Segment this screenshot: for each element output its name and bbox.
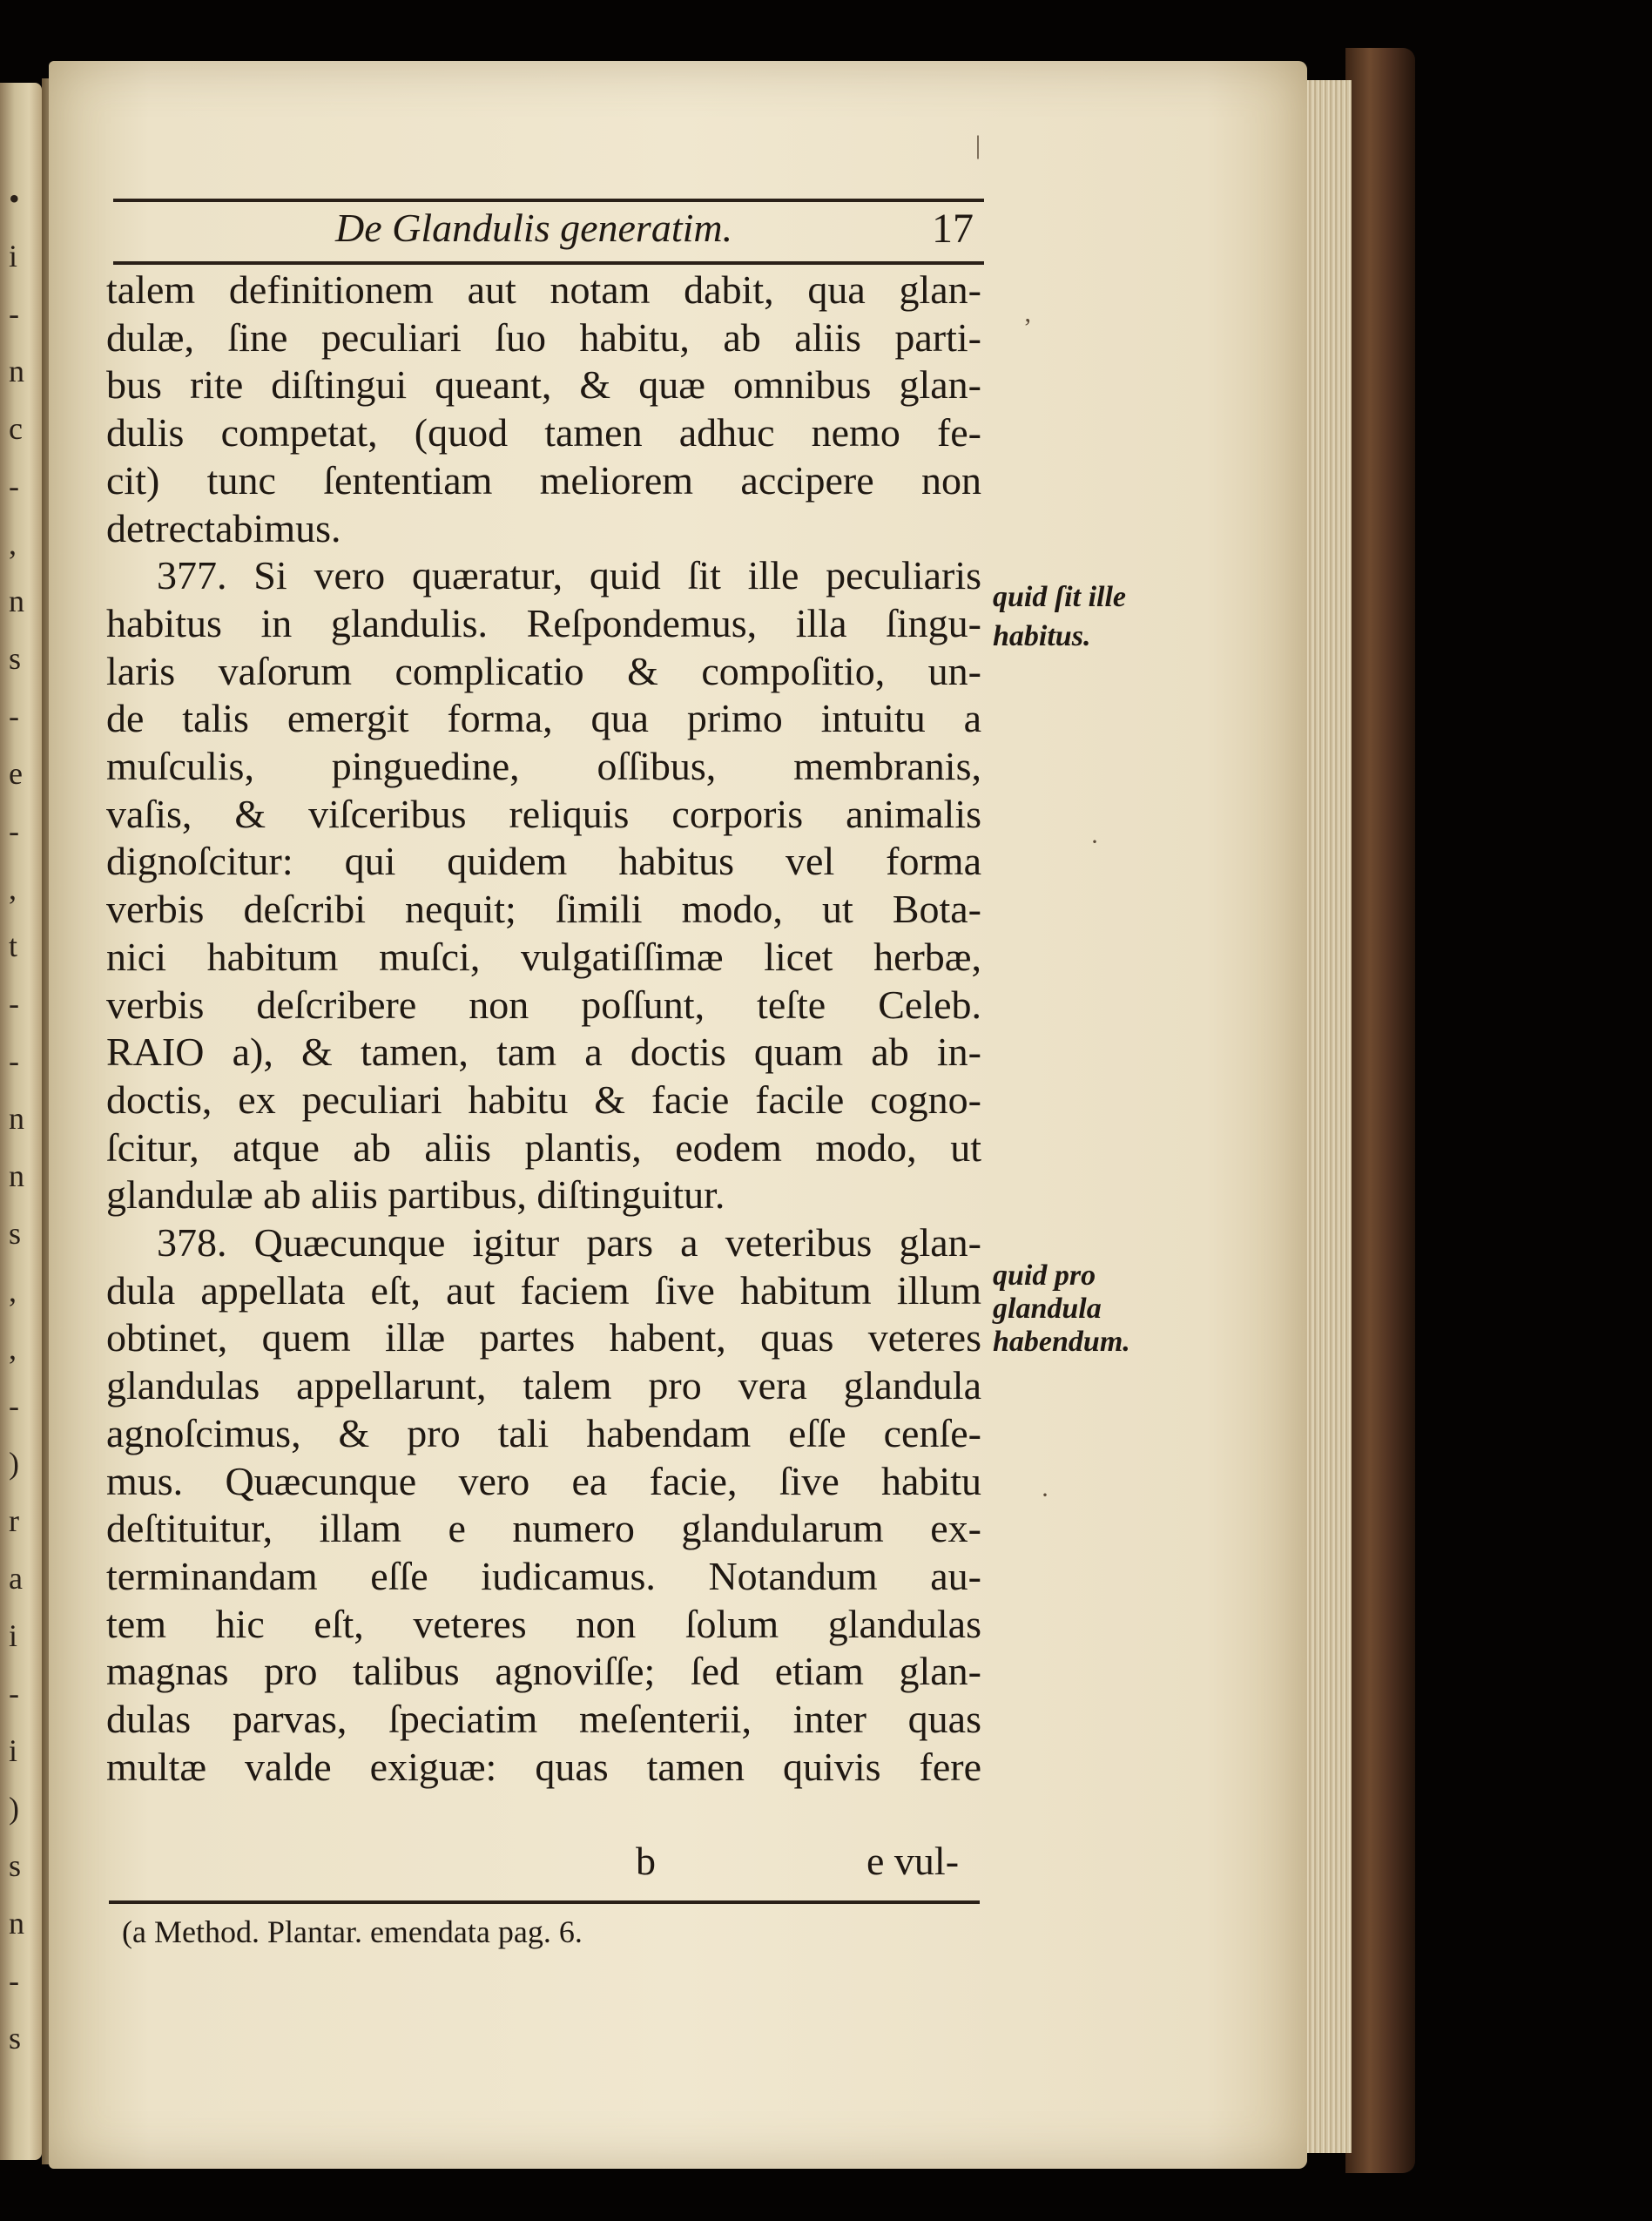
facing-page-char: , (9, 1273, 17, 1308)
facing-page-char: t (9, 928, 18, 963)
paragraph-377-start: 377. Si vero quæratur, quid ſit ille peculiaris (157, 553, 981, 598)
facing-page-char: n (9, 1906, 24, 1941)
text-line: dignoſcitur: qui quidem habitus vel forma (106, 839, 981, 884)
margin-note-glandula: glandula (993, 1293, 1102, 1325)
text-line: glandulas appellarunt, talem pro vera glandula (106, 1363, 981, 1408)
text-line: dulis competat, (quod tamen adhuc nemo fe- (106, 410, 981, 456)
page-number: 17 (932, 206, 974, 252)
facing-page-char: c (9, 411, 23, 446)
facing-page-char: i (9, 1618, 18, 1653)
text-line: verbis deſcribere non poſſunt, teſte Celeb. (106, 982, 981, 1027)
facing-page-char: - (9, 1676, 19, 1711)
text-line: cit) tunc ſententiam meliorem accipere non (106, 457, 981, 503)
facing-page-char: i (9, 239, 18, 273)
text-line: mus. Quæcunque vero ea facie, ſive habitu (106, 1458, 981, 1503)
facing-page-char: s (9, 2021, 22, 2056)
facing-page-char: n (9, 584, 24, 618)
facing-page-char: i (9, 1733, 18, 1768)
facing-page-char: • (9, 181, 20, 216)
facing-page-char: , (9, 526, 17, 561)
text-line: laris vaſorum complicatio & compoſitio, un- (106, 648, 981, 693)
facing-page-char: e (9, 756, 23, 791)
facing-page-char: ) (9, 1791, 19, 1826)
facing-page-char: s (9, 641, 22, 676)
facing-page-char: - (9, 1963, 19, 1998)
facing-page-char: s (9, 1848, 22, 1883)
facing-page-char: s (9, 1216, 22, 1251)
footnote: (a Method. Plantar. emendata pag. 6. (122, 1914, 583, 1949)
stray-mark: · (1041, 1481, 1049, 1509)
text-line: dula appellata eſt, aut faciem ſive habitum illum (106, 1267, 981, 1313)
stray-mark: ʼ (1023, 314, 1032, 342)
facing-page-char: , (9, 1331, 17, 1366)
paragraph-378-start: 378. Quæcunque igitur pars a veteribus glan- (157, 1220, 981, 1266)
margin-note-quid-sit-ille: quid ſit ille (993, 581, 1126, 613)
text-line: verbis deſcribi nequit; ſimili modo, ut Bota- (106, 887, 981, 932)
stray-mark: | (975, 131, 981, 159)
margin-note-habendum: habendum. (993, 1326, 1130, 1358)
facing-page-edge (0, 83, 42, 2160)
facing-page-char: - (9, 699, 19, 733)
facing-page-char: n (9, 1101, 24, 1136)
facing-page-char: ) (9, 1446, 19, 1481)
catchword: e vul- (866, 1839, 960, 1883)
margin-note-quid-pro: quid pro (993, 1259, 1096, 1292)
text-line: dulas parvas, ſpeciatim meſenterii, inter quas (106, 1697, 981, 1742)
facing-page-char: , (9, 871, 17, 906)
text-line: terminandam eſſe iudicamus. Notandum au- (106, 1553, 981, 1598)
text-line: agnoſcimus, & pro tali habendam eſſe cenſe- (106, 1410, 981, 1455)
text-line: tem hic eſt, veteres non ſolum glandulas (106, 1601, 981, 1646)
facing-page-char: r (9, 1503, 19, 1538)
header-rule-bottom (113, 261, 984, 265)
text-line: muſculis, pinguedine, oſſibus, membranis, (106, 744, 981, 789)
facing-page-char: n (9, 1158, 24, 1193)
text-line: doctis, ex peculiari habitu & facie facile cogno- (106, 1077, 981, 1122)
text-line: habitus in glandulis. Reſpondemus, illa ſingu- (106, 600, 981, 645)
text-line: dulæ, ſine peculiari ſuo habitu, ab aliis parti- (106, 314, 981, 360)
margin-note-habitus: habitus. (993, 620, 1091, 652)
text-line: de talis emergit forma, qua primo intuitu a (106, 696, 981, 741)
header-rule-top (113, 199, 984, 202)
main-text (106, 267, 981, 1792)
text-line: multæ valde exiguæ: quas tamen quivis fere (106, 1744, 981, 1789)
facing-page-char: - (9, 986, 19, 1021)
facing-page-char: - (9, 1388, 19, 1423)
signature-mark: b (636, 1839, 656, 1883)
facing-page-char: - (9, 296, 19, 331)
facing-page-char: a (9, 1561, 23, 1596)
text-line: deſtituitur, illam e numero glandularum ex- (106, 1506, 981, 1551)
text-line: magnas pro talibus agnoviſſe; ſed etiam glan- (106, 1649, 981, 1694)
stray-mark: · (1090, 827, 1099, 856)
facing-page-char: - (9, 1043, 19, 1078)
text-line: talem definitionem aut notam dabit, qua glan- (106, 267, 981, 312)
text-line: nici habitum muſci, vulgatiſſimæ licet herbæ, (106, 934, 981, 979)
text-line: vaſis, & viſceribus reliquis corporis animalis (106, 791, 981, 836)
facing-page-char: - (9, 469, 19, 503)
text-line: bus rite diſtingui queant, & quæ omnibus glan- (106, 362, 981, 408)
text-line: RAIO a), & tamen, tam a doctis quam ab in- (106, 1029, 981, 1075)
text-line: ſcitur, atque ab aliis plantis, eodem modo, ut (106, 1124, 981, 1170)
book-cover-edge (1345, 48, 1415, 2173)
footnote-rule (109, 1900, 980, 1904)
facing-page-char: n (9, 354, 24, 388)
facing-page-char: - (9, 813, 19, 848)
running-header-title: De Glandulis generatim. (335, 206, 733, 250)
text-line: detrectabimus. (106, 505, 341, 550)
text-line: obtinet, quem illæ partes habent, quas veteres (106, 1315, 981, 1360)
text-line: glandulæ ab aliis partibus, diſtinguitur. (106, 1172, 725, 1218)
